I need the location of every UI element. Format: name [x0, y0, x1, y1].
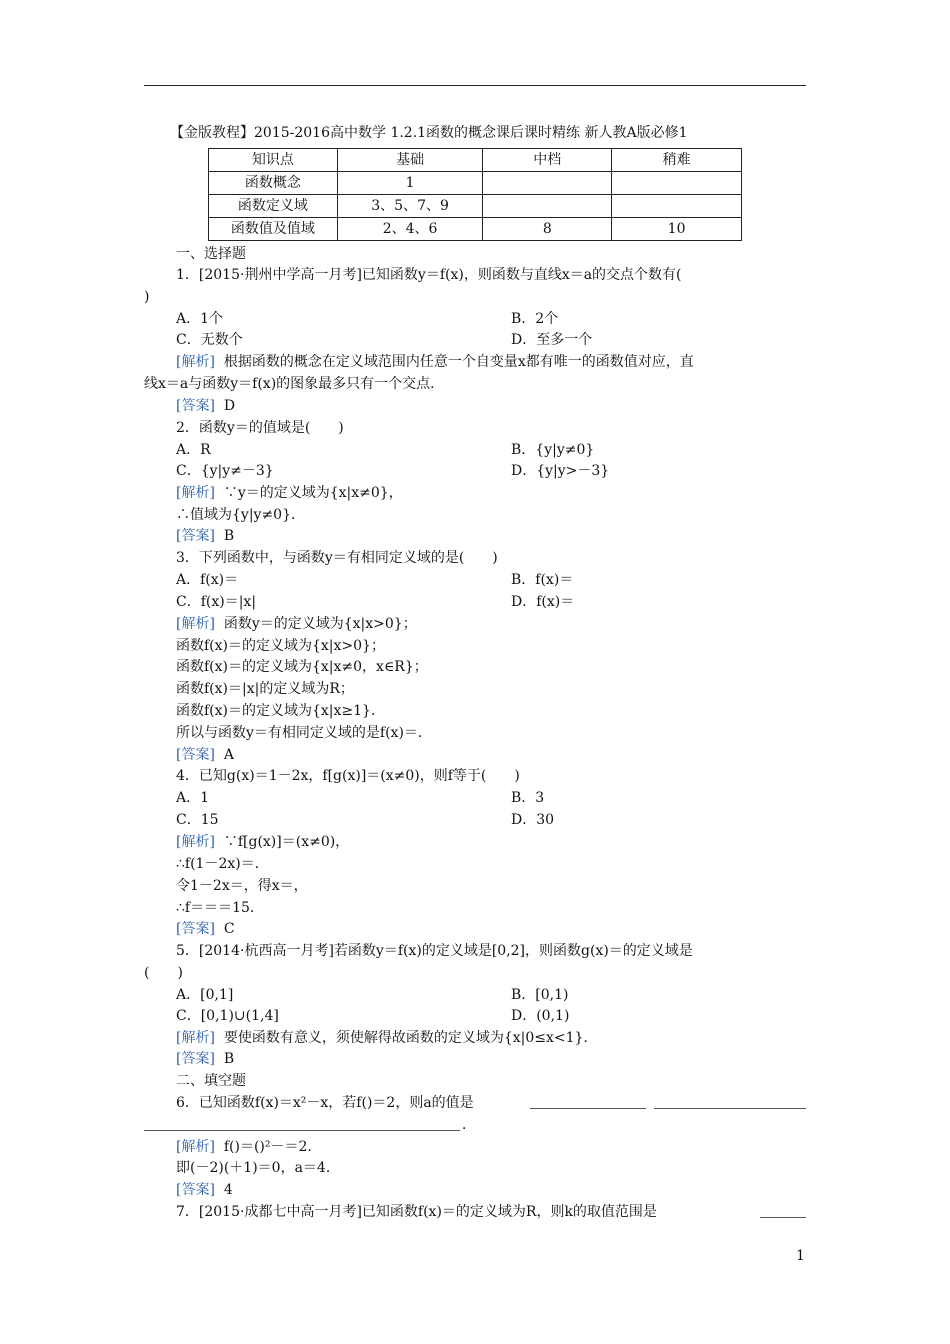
option-b: B．3 [511, 790, 545, 806]
section-heading: 二、填空题 [176, 1073, 246, 1089]
option-a: A．[0,1] [176, 987, 234, 1003]
analysis-line [176, 1138, 321, 1156]
question-stem: 6．已知函数f(x)＝x²－x，若f()＝2，则a的值是 [176, 1095, 474, 1111]
analysis-line: 即(－2)(＋1)＝0，a＝4． [176, 1160, 340, 1176]
question-stem: ( ) [144, 965, 183, 981]
option-a: A．R [176, 442, 211, 458]
option-c: C．15 [176, 812, 219, 828]
question-stem: 2．函数y＝的值域是( ) [176, 420, 344, 436]
option-c: C．[0,1)∪(1,4] [176, 1008, 279, 1024]
analysis-text: ∵y＝的定义域为{x|x≠0}， [223, 485, 403, 501]
answer-value: A [223, 747, 234, 763]
analysis-line: ∴f(1－2x)＝． [176, 856, 269, 872]
analysis-line [176, 353, 694, 371]
analysis-text: ∵f[g(x)]＝(x≠0)， [223, 834, 350, 850]
answer-blank [654, 1108, 806, 1109]
table-cell: 3、5、7、9 [337, 195, 483, 218]
answer-blank [144, 1130, 460, 1131]
answer-value: C [223, 921, 235, 937]
analysis-line: 函数f(x)＝|x|的定义域为R； [176, 681, 354, 697]
analysis-tag: [解析] [176, 616, 215, 632]
table-header-cell: 知识点 [209, 149, 338, 172]
answer-line [176, 1181, 233, 1199]
table-header-cell: 稍难 [612, 149, 742, 172]
analysis-tag: [解析] [176, 834, 215, 850]
table-header-cell: 基础 [337, 149, 483, 172]
question-stem: 7．[2015·成都七中高一月考]已知函数f(x)＝的定义域为R，则k的取值范围是 [176, 1204, 657, 1220]
answer-line [176, 920, 235, 938]
stem-end: ． [462, 1117, 476, 1133]
analysis-line: 函数f(x)＝的定义域为{x|x≠0，x∈R}； [176, 659, 428, 675]
analysis-text: f()＝()²－＝2． [223, 1139, 322, 1155]
question-stem: 5．[2014·杭西高一月考]若函数y＝f(x)的定义域是[0,2]，则函数g(x)＝的定义域是 [176, 943, 693, 959]
answer-line [176, 527, 234, 545]
analysis-tag: [解析] [176, 485, 215, 501]
option-d: D．至多一个 [511, 332, 593, 348]
table-cell [483, 195, 612, 218]
answer-value: 4 [223, 1182, 233, 1198]
analysis-line: ∴f＝＝＝15． [176, 900, 264, 916]
option-c: C．{y|y≠－3} [176, 463, 274, 479]
table-cell [483, 172, 612, 195]
table-cell: 8 [483, 218, 612, 241]
analysis-text: 函数y＝的定义域为{x|x>0}； [223, 616, 417, 632]
table-cell [612, 172, 742, 195]
analysis-line [176, 833, 349, 851]
table-cell: 1 [337, 172, 483, 195]
analysis-line: 函数f(x)＝的定义域为{x|x≥1}． [176, 703, 385, 719]
answer-tag: [答案] [176, 1182, 215, 1198]
header-rule [144, 85, 806, 86]
analysis-tag: [解析] [176, 1139, 215, 1155]
option-d: D．(0,1) [511, 1008, 570, 1024]
table-row [209, 218, 742, 241]
option-d: D．30 [511, 812, 555, 828]
question-stem: 1．[2015·荆州中学高一月考]已知函数y＝f(x)，则函数与直线x＝a的交点个数有( [176, 267, 682, 283]
page-number: 1 [796, 1248, 805, 1264]
answer-value: D [223, 398, 236, 414]
analysis-line [176, 1029, 597, 1047]
answer-tag: [答案] [176, 528, 215, 544]
answer-line [176, 746, 234, 764]
analysis-line: 所以与函数y＝有相同定义域的是f(x)＝． [176, 725, 432, 741]
option-b: B．[0,1) [511, 987, 569, 1003]
analysis-tag: [解析] [176, 354, 215, 370]
table-cell [612, 195, 742, 218]
analysis-line [176, 484, 403, 502]
analysis-text: 根据函数的概念在定义域范围内任意一个自变量x都有唯一的函数值对应，直 [223, 354, 694, 370]
answer-value: B [223, 528, 235, 544]
analysis-tag: [解析] [176, 1030, 215, 1046]
table-header-cell: 中档 [483, 149, 612, 172]
answer-value: B [223, 1051, 235, 1067]
option-c: C．无数个 [176, 332, 243, 348]
table-row [209, 172, 742, 195]
table-cell: 函数概念 [209, 172, 338, 195]
option-c: C．f(x)＝|x| [176, 594, 257, 610]
option-b: B．2个 [511, 311, 559, 327]
table-cell: 函数值及值域 [209, 218, 338, 241]
table-cell: 10 [612, 218, 742, 241]
option-a: A．1个 [176, 311, 224, 327]
answer-tag: [答案] [176, 747, 215, 763]
analysis-line: 函数f(x)＝的定义域为{x|x>0}； [176, 638, 385, 654]
document-title: 【金版教程】2015-2016高中数学 1.2.1函数的概念课后课时精练 新人教A版必修1 [170, 125, 688, 141]
knowledge-table [208, 148, 742, 241]
option-b: B．f(x)＝ [511, 572, 574, 588]
table-cell: 2、4、6 [337, 218, 483, 241]
analysis-line: 令1－2x＝，得x＝， [176, 878, 308, 894]
analysis-text: 要使函数有意义，须使解得故函数的定义域为{x|0≤x<1}． [223, 1030, 598, 1046]
table-row [209, 195, 742, 218]
answer-blank [530, 1108, 646, 1109]
question-stem: 3．下列函数中，与函数y＝有相同定义域的是( ) [176, 550, 498, 566]
answer-tag: [答案] [176, 921, 215, 937]
table-header-row [209, 149, 742, 172]
option-d: D．f(x)＝ [511, 594, 575, 610]
question-stem: 4．已知g(x)＝1－2x，f[g(x)]＝(x≠0)，则f等于( ) [176, 768, 520, 784]
analysis-line: 线x＝a与函数y＝f(x)的图象最多只有一个交点． [144, 376, 445, 392]
section-heading: 一、选择题 [176, 246, 246, 262]
table-cell: 函数定义域 [209, 195, 338, 218]
answer-blank [760, 1217, 806, 1218]
question-stem: ) [144, 289, 150, 305]
analysis-line: ∴值域为{y|y≠0}． [176, 507, 305, 523]
answer-line [176, 397, 235, 415]
option-d: D．{y|y>－3} [511, 463, 610, 479]
answer-tag: [答案] [176, 398, 215, 414]
analysis-line [176, 615, 417, 633]
option-a: A．1 [176, 790, 210, 806]
answer-line [176, 1050, 234, 1068]
option-a: A．f(x)＝ [176, 572, 239, 588]
option-b: B．{y|y≠0} [511, 442, 595, 458]
answer-tag: [答案] [176, 1051, 215, 1067]
